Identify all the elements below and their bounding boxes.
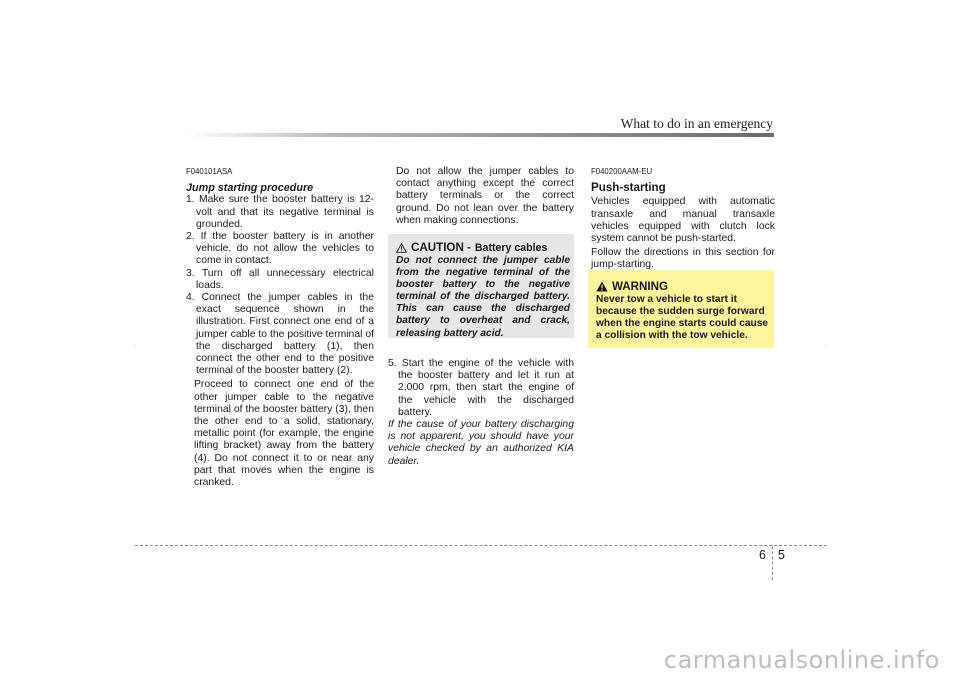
column-push-starting	[591, 166, 775, 272]
caution-title: CAUTION -	[411, 241, 471, 254]
section-title: Push-starting	[591, 181, 666, 195]
caution-body: Do not connect the jumper cable from the negative terminal of the booster battery to the negative terminal of the discharged battery. This can cause the discharged battery to overheat and crack, releasing battery acid.	[396, 255, 570, 339]
crop-mark	[826, 345, 827, 346]
caution-header	[396, 241, 547, 254]
dealer-note: If the cause of your battery discharging is not apparent, you should have your vehicle checked by an authorized KIA dealer.	[388, 419, 574, 467]
procedure-title: Jump starting procedure	[186, 182, 314, 195]
column-step-5	[388, 358, 574, 468]
warning-triangle-icon	[596, 281, 608, 292]
push-start-paragraph: Vehicles equipped with automatic transaxle and manual transaxle vehicles equipped with clutch lock system cannot be push-started.	[591, 196, 775, 245]
directions-paragraph: Follow the directions in this section for jump-starting.	[591, 247, 775, 271]
page-number: 5	[778, 548, 785, 562]
caution-subtitle: Battery cables	[474, 241, 548, 254]
crop-mark	[135, 345, 136, 346]
step-5: 5. Start the engine of the vehicle with the booster battery and let it run at 2,000 rpm, then start the engine of the vehicle with the discharged battery.	[388, 358, 574, 418]
header-rule	[186, 133, 774, 137]
step-2: 2. If the booster battery is in another vehicle, do not allow the vehicles to come in contact.	[186, 231, 374, 267]
warning-title: WARNING	[612, 280, 669, 293]
step-4: 4. Connect the jumper cables in the exact sequence shown in the illustration. First connect one end of a jumper cable to the positive terminal of the discharged battery (1), then connect the other end to the positive terminal of the booster battery (2).	[186, 292, 374, 377]
header-title: What to do in an emergency	[620, 116, 773, 131]
page-number-separator	[772, 546, 773, 580]
warning-box	[588, 270, 774, 348]
column-jump-starting	[186, 166, 374, 489]
step-4-continued: Proceed to connect one end of the other jumper cable to the negative terminal of the booster battery (3), then the other end to a solid, stationary, metallic point (for example, the engine lifting bracket) away from the battery (4). Do not connect it to or near any part that moves when the engine is cranked.	[194, 379, 374, 489]
caution-triangle-icon	[396, 243, 407, 253]
watermark: carmanualsonline.info	[663, 646, 940, 674]
cable-contact-paragraph: Do not allow the jumper cables to contact anything except the correct battery terminals or the correct ground. Do not lean over the battery when making connections.	[396, 166, 574, 226]
footer-rule	[135, 545, 827, 546]
warning-header	[596, 280, 668, 293]
chapter-number: 6	[759, 548, 766, 562]
section-code: F040101ASA	[186, 167, 233, 176]
section-code: F040200AAM-EU	[591, 167, 653, 176]
column-jump-starting-cont	[388, 166, 574, 227]
step-3: 3. Turn off all unnecessary electrical loads.	[186, 267, 374, 291]
caution-box	[388, 234, 574, 338]
step-1: 1. Make sure the booster battery is 12-volt and that its negative terminal is grounded.	[186, 194, 374, 230]
warning-body: Never tow a vehicle to start it because the sudden surge forward when the engine starts could cause a collision with the tow vehicle.	[596, 294, 769, 342]
